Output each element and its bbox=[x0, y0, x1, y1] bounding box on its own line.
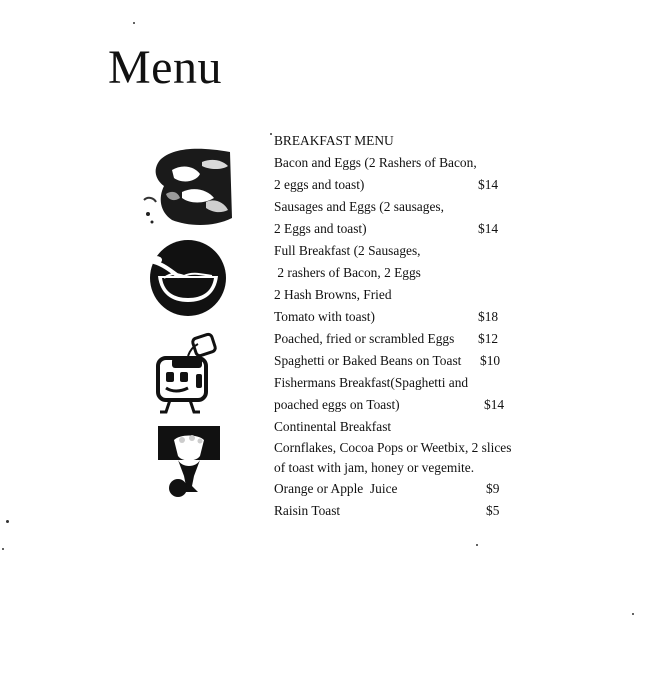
menu-line-text: 2 Eggs and toast) bbox=[274, 221, 367, 236]
menu-line bbox=[274, 458, 554, 478]
menu-line bbox=[274, 196, 554, 218]
menu-line-text: Sausages and Eggs (2 sausages, bbox=[274, 199, 444, 214]
menu-price: $5 bbox=[486, 503, 500, 518]
menu-price: $14 bbox=[478, 177, 499, 192]
menu-line-text: Spaghetti or Baked Beans on Toast bbox=[274, 353, 462, 368]
menu-line-text: Tomato with toast) bbox=[274, 309, 375, 324]
toaster-icon bbox=[154, 332, 224, 420]
scan-speck bbox=[476, 544, 478, 546]
page-title: Menu bbox=[108, 41, 222, 94]
menu-line-text: of toast with jam, honey or vegemite. bbox=[274, 460, 475, 475]
menu-price: $9 bbox=[486, 481, 500, 496]
menu-line-text: 2 eggs and toast) bbox=[274, 177, 365, 192]
menu-line bbox=[274, 262, 554, 284]
scan-speck bbox=[133, 22, 135, 24]
menu-line bbox=[274, 478, 554, 500]
menu-line bbox=[274, 306, 554, 328]
menu-line bbox=[274, 174, 554, 196]
menu-price: $14 bbox=[484, 397, 505, 412]
scan-speck bbox=[270, 133, 272, 135]
menu-line-text: 2 rashers of Bacon, 2 Eggs bbox=[274, 265, 421, 280]
bacon-eggs-icon-svg bbox=[142, 140, 234, 230]
menu-line bbox=[274, 372, 554, 394]
menu-line-text: Continental Breakfast bbox=[274, 419, 392, 434]
breakfast-menu bbox=[274, 130, 554, 522]
menu-line bbox=[274, 350, 554, 372]
menu-line bbox=[274, 328, 554, 350]
menu-line bbox=[274, 284, 554, 306]
toaster-icon-svg bbox=[154, 332, 224, 416]
juice-glass-icon bbox=[158, 426, 220, 502]
menu-price: $10 bbox=[480, 353, 501, 368]
scan-speck bbox=[2, 548, 4, 550]
menu-line bbox=[274, 416, 554, 438]
juice-glass-icon-svg bbox=[158, 426, 220, 498]
menu-line-text: 2 Hash Browns, Fried bbox=[274, 287, 392, 302]
menu-price: $14 bbox=[478, 221, 499, 236]
menu-line bbox=[274, 240, 554, 262]
bowl-icon bbox=[148, 238, 228, 322]
menu-line-text: Poached, fried or scrambled Eggs bbox=[274, 331, 455, 346]
menu-line-text: Cornflakes, Cocoa Pops or Weetbix, 2 slices bbox=[274, 440, 512, 455]
menu-line-text: poached eggs on Toast) bbox=[274, 397, 400, 412]
menu-line-text: Fishermans Breakfast(Spaghetti and bbox=[274, 375, 469, 390]
menu-line bbox=[274, 152, 554, 174]
menu-line bbox=[274, 438, 554, 458]
bowl-icon-svg bbox=[148, 238, 228, 318]
menu-line-text: Full Breakfast (2 Sausages, bbox=[274, 243, 421, 258]
menu-line bbox=[274, 500, 554, 522]
menu-line-text: Orange or Apple Juice bbox=[274, 481, 398, 496]
menu-line bbox=[274, 218, 554, 240]
menu-line bbox=[274, 394, 554, 416]
section-heading: BREAKFAST MENU bbox=[274, 133, 394, 148]
scan-speck bbox=[6, 520, 9, 523]
scan-speck bbox=[632, 613, 634, 615]
menu-price: $12 bbox=[478, 331, 499, 346]
menu-line-text: Raisin Toast bbox=[274, 503, 341, 518]
menu-line-text: Bacon and Eggs (2 Rashers of Bacon, bbox=[274, 155, 477, 170]
bacon-eggs-icon bbox=[142, 140, 234, 234]
menu-price: $18 bbox=[478, 309, 499, 324]
